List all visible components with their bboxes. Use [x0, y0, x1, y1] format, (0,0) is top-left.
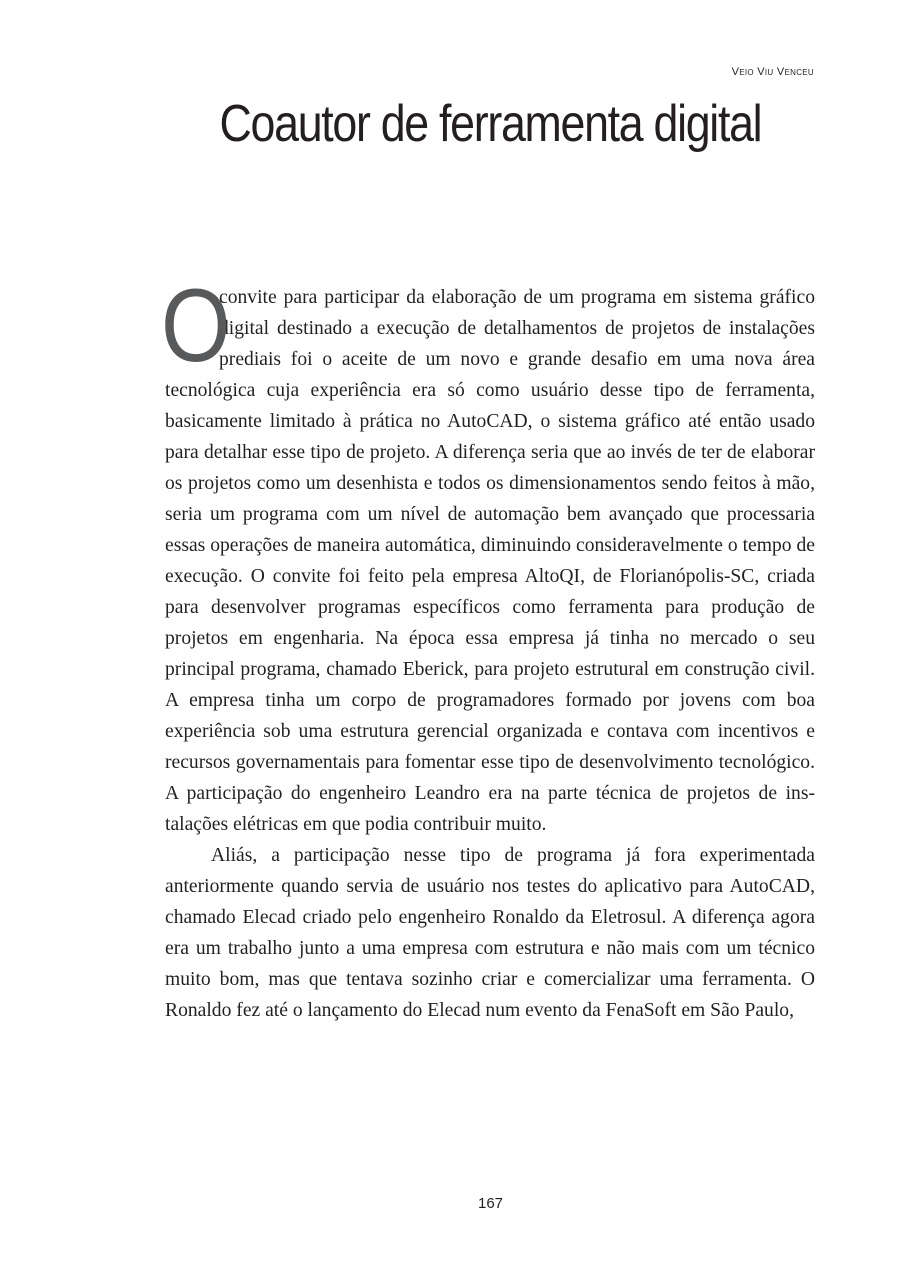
paragraph-1-text: convite para participar da elaboração de um programa em sistema gráfico digital destinado a execução de detalhamentos de projetos de instalações prediais foi o aceite de um novo e grande desafio em uma nova área tecnológica cuja experiência era só como usuário desse tipo de ferramenta, basicamente limitado à prática no AutoCAD, o sistema gráfico até então usado para detalhar esse tipo de projeto. A diferença seria que ao invés de ter de elaborar os projetos como um desenhista e todos os dimensionamentos sendo feitos à mão, seria um programa com um nível de automação bem avançado que processaria essas operações de maneira automática, diminuindo consideravelmente o tempo de execução. O convite foi feito pela empresa AltoQI, de Florianópolis-SC, criada para desenvolver programas específicos como ferramenta para produção de projetos em engenharia. Na época essa empresa já tinha no mercado o seu principal programa, chamado Eberick, para projeto estrutural em construção civil. A empresa tinha um corpo de programadores formado por jovens com boa experiência sob uma estrutura gerencial organizada e contava com incentivos e recursos governamentais para fomentar esse tipo de desenvolvimento tecnológico. A participação do engenheiro Leandro era na parte técnica de projetos de instalações elétricas em que podia contribuir muito.	[165, 287, 815, 835]
paragraph-1	[161, 268, 815, 840]
body-text	[161, 268, 815, 1026]
running-head: Veio Viu Venceu	[731, 66, 814, 78]
drop-cap: O	[161, 268, 231, 384]
paragraph-2: Aliás, a participação nesse tipo de programa já fora experimentada anteriormente quando servia de usuário nos testes do aplicativo para AutoCAD, chamado Elecad criado pelo engenheiro Ronaldo da Eletrosul. A diferença agora era um trabalho junto a uma empresa com estrutura e não mais com um técnico muito bom, mas que tentava sozinho criar e comercializar uma ferramenta. O Ronaldo fez até o lançamento do Elecad num evento da FenaSoft em São Paulo,	[165, 845, 815, 1021]
page-number: 167	[477, 1195, 504, 1212]
chapter-title: Coautor de ferramenta digital	[219, 95, 762, 153]
